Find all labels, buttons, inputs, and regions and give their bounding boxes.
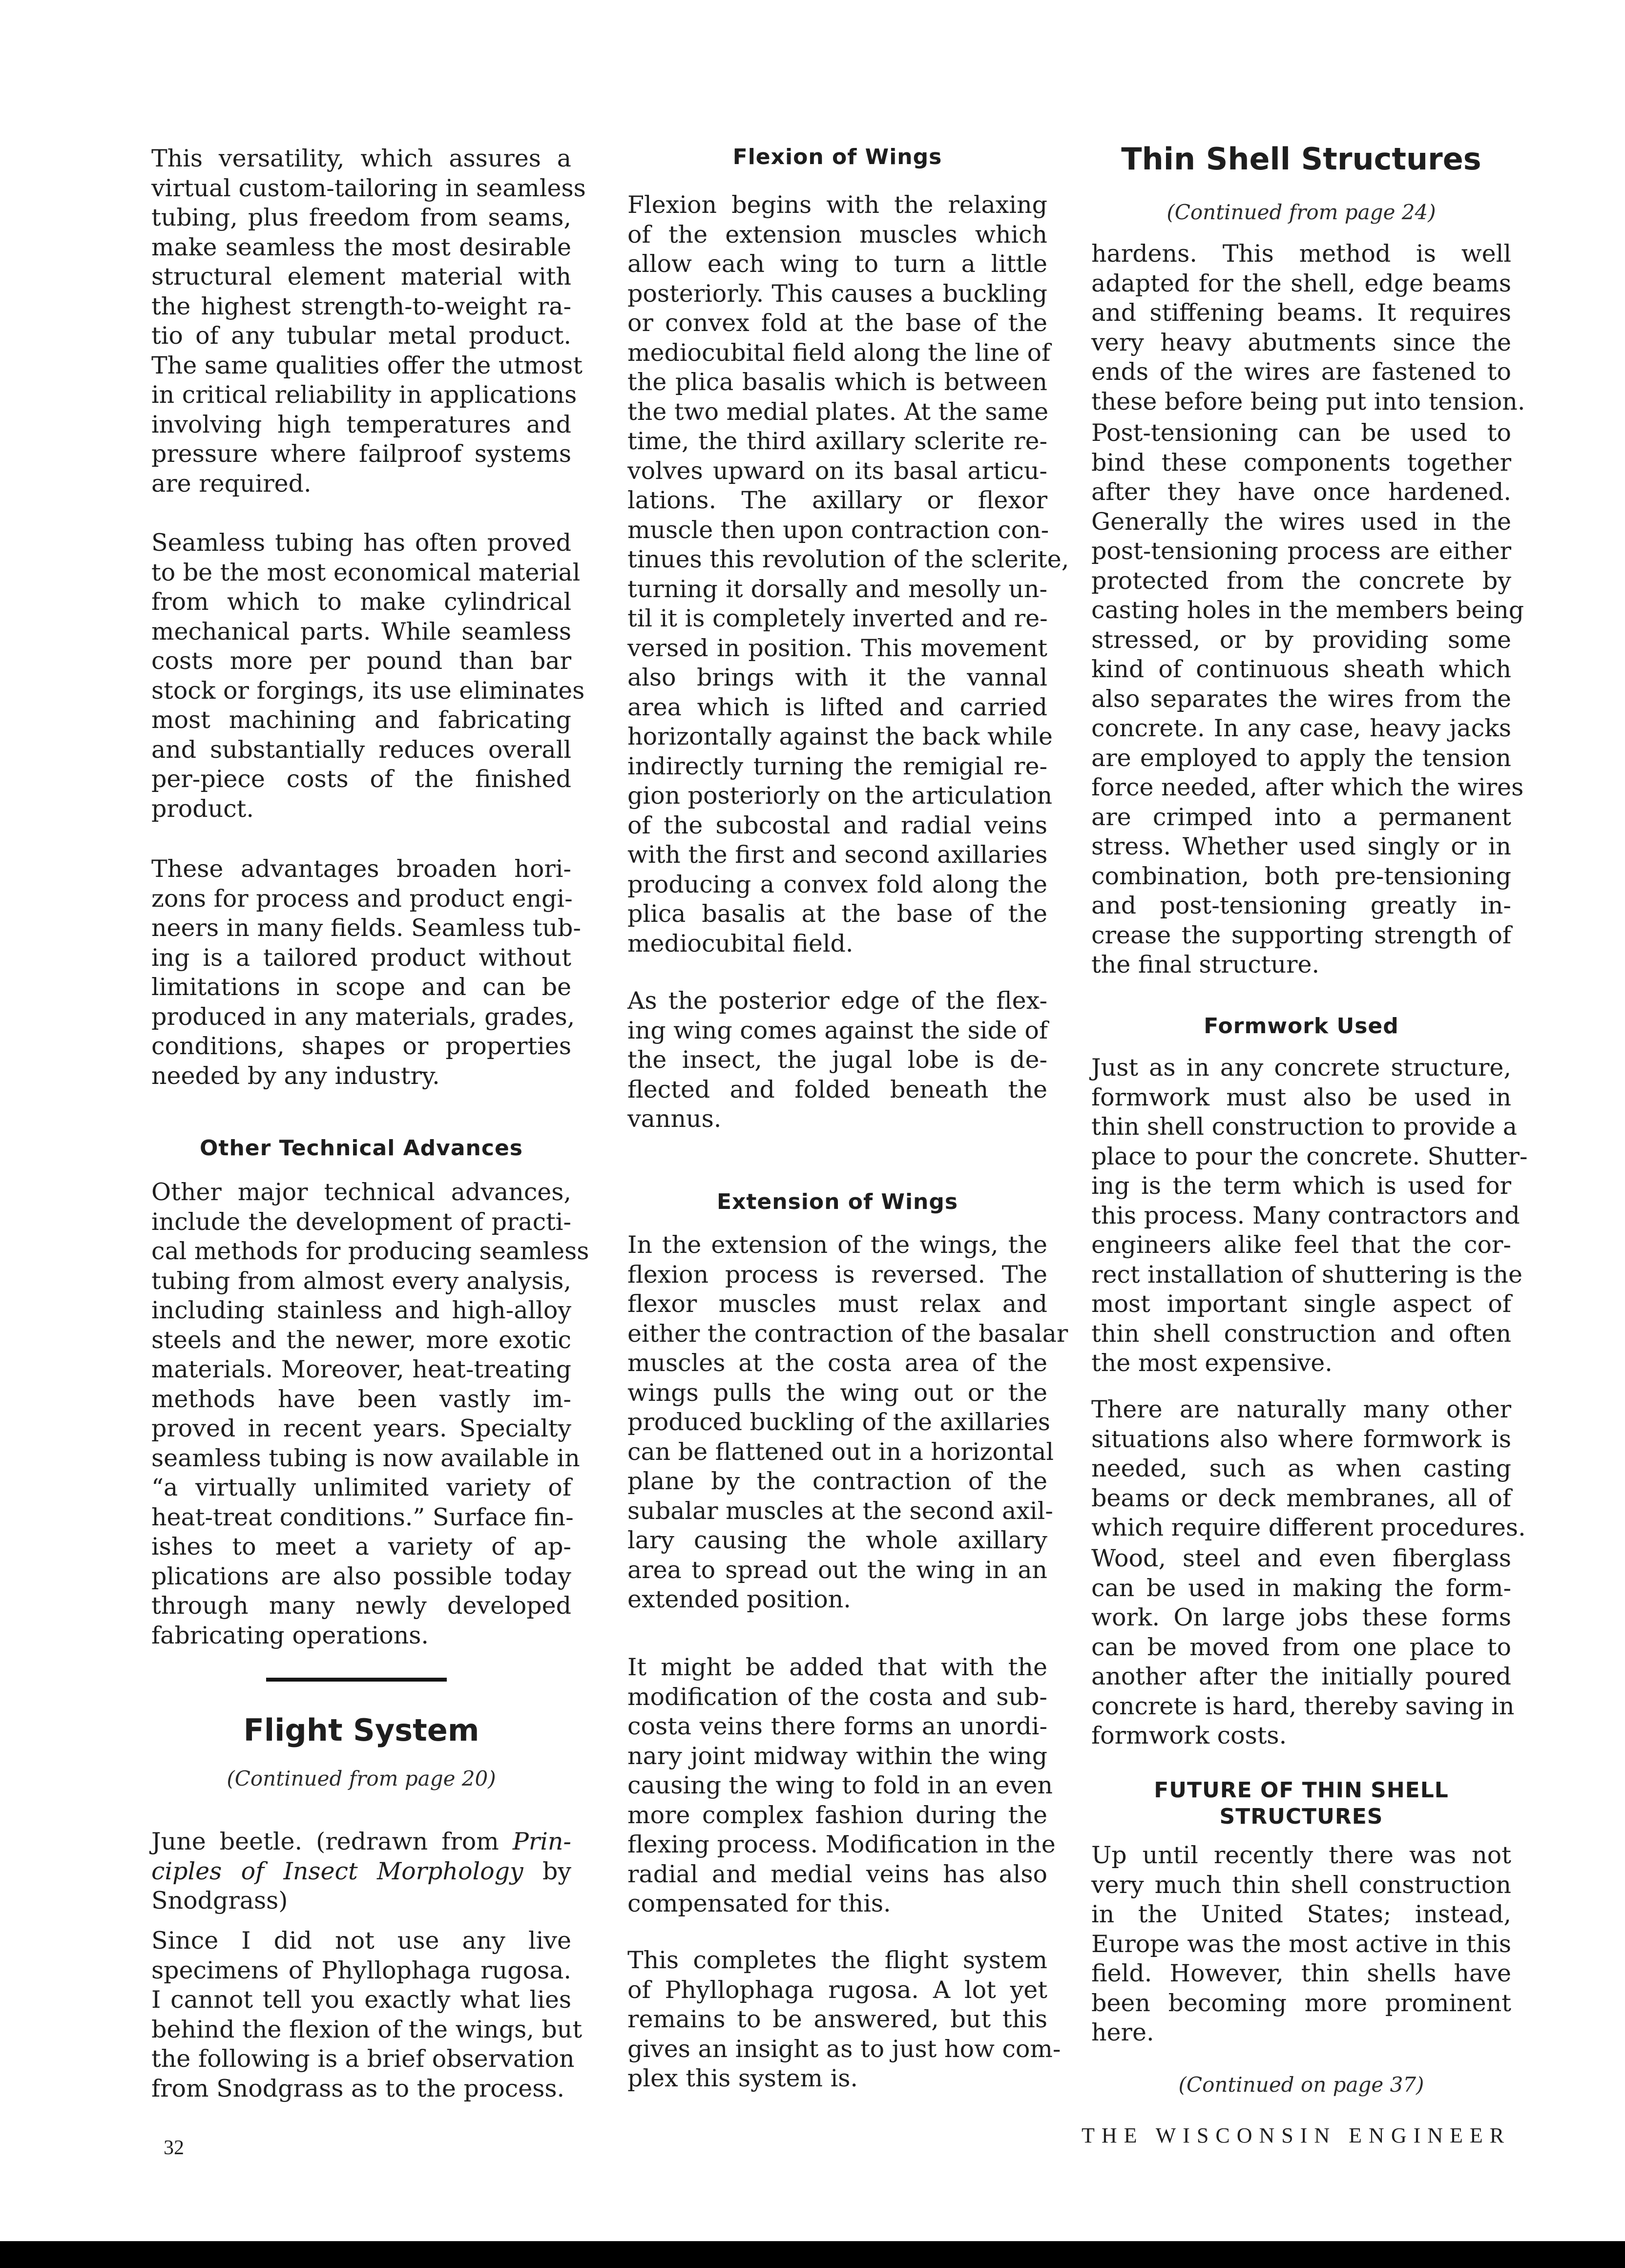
text-line: can be used in making the form- [1091, 1574, 1511, 1602]
text-line: with the first and second axillaries [627, 841, 1048, 869]
text-line: force needed, after which the wires [1091, 773, 1524, 801]
text-line: flected and folded beneath the [627, 1075, 1047, 1103]
heading-thin-shell-structures: Thin Shell Structures [1121, 141, 1481, 177]
text-line: the most expensive. [1091, 1349, 1333, 1377]
text-line: been becoming more prominent [1091, 1989, 1511, 2017]
col1-paragraph-4 [151, 1178, 589, 1650]
text-line: beams or deck membranes, all of [1091, 1484, 1511, 1512]
text-line: of the subcostal and radial veins [627, 811, 1047, 839]
text-line: ing is a tailored product without [151, 943, 571, 972]
text-line: in the United States; instead, [1091, 1900, 1511, 1928]
heading-flexion-of-wings: Flexion of Wings [732, 145, 942, 169]
text-line: area to spread out the wing in an [627, 1556, 1047, 1584]
text-line: There are naturally many other [1091, 1395, 1511, 1423]
text-line: and stiffening beams. It requires [1091, 299, 1511, 327]
thin-shell-continued-on: (Continued on page 37) [1178, 2073, 1424, 2097]
text-line: plane by the contraction of the [627, 1467, 1047, 1495]
text-line: lary causing the whole axillary [627, 1526, 1047, 1554]
text-line: most important single aspect of [1091, 1290, 1511, 1318]
text-line: the highest strength-to-weight ra- [151, 292, 571, 320]
text-line: structural element material with [151, 263, 571, 291]
text-line: ing is the term which is used for [1091, 1172, 1511, 1200]
text-line: are required. [151, 469, 312, 498]
text-line: the two medial plates. At the same [627, 397, 1049, 426]
text-line: the following is a brief observation [151, 2045, 575, 2073]
text-line: specimens of Phyllophaga rugosa. [151, 1956, 571, 1984]
text-line: protected from the concrete by [1091, 566, 1511, 595]
text-line: needed, such as when casting [1091, 1455, 1511, 1482]
text-line: plications are also possible today [151, 1562, 571, 1590]
text-line: radial and medial veins has also [627, 1860, 1047, 1888]
text-line: which require different procedures. [1091, 1514, 1526, 1541]
text-line: here. [1091, 2018, 1154, 2046]
text-line: another after the initially poured [1091, 1663, 1511, 1690]
text-line: seamless tubing is now available in [151, 1444, 580, 1472]
text-line: Generally the wires used in the [1091, 507, 1511, 536]
flight-continued-from: (Continued from page 20) [227, 1767, 496, 1790]
col2-paragraph-4 [627, 1653, 1056, 1919]
text-line: til it is completely inverted and re- [627, 604, 1048, 632]
text-line: muscles at the costa area of the [627, 1349, 1047, 1377]
col3-paragraph-2 [1091, 418, 1524, 980]
heading-formwork-used: Formwork Used [1204, 1014, 1399, 1039]
text-line: rect installation of shuttering is the [1091, 1260, 1523, 1289]
col1-paragraph-5: June beetle. (redrawn from Prin- ciples of Insect Morphology by Snodgrass) [151, 1828, 572, 1914]
text-line: materials. Moreover, heat-treating [151, 1355, 571, 1383]
text-line: Just as in any concrete structure, [1091, 1054, 1511, 1082]
col3-paragraph-4 [1091, 1395, 1526, 1543]
text-line: post-tensioning process are either [1091, 537, 1511, 565]
text-line: also brings with it the vannal [627, 664, 1047, 691]
text-line: product. [151, 794, 254, 823]
text-line: including stainless and high-alloy [151, 1296, 571, 1324]
text-line: As the posterior edge of the flex- [627, 987, 1047, 1015]
text-line: flexor muscles must relax and [627, 1290, 1047, 1318]
text-line: The same qualities offer the utmost [151, 351, 583, 379]
text-line: I cannot tell you exactly what lies [151, 1986, 571, 2014]
text-line: of Phyllophaga rugosa. A lot yet [627, 1976, 1047, 2004]
text-line: heat-treat conditions.” Surface fin- [151, 1503, 574, 1531]
text-line: this process. Many contractors and [1091, 1201, 1520, 1229]
text-line: Other major technical advances, [151, 1178, 571, 1206]
text-line: proved in recent years. Specialty [151, 1415, 571, 1442]
text-line: These advantages broaden hori- [151, 855, 571, 883]
magazine-footer-title: THE WISCONSIN ENGINEER [1082, 2123, 1511, 2147]
col3-paragraph-1 [1091, 239, 1525, 416]
text-line: also separates the wires from the [1091, 685, 1511, 713]
text-line: volves upward on its basal articu- [627, 457, 1047, 485]
text-line: horizontally against the back while [627, 723, 1053, 750]
text-line: “a virtually unlimited variety of [151, 1474, 571, 1501]
col2-paragraph-5 [627, 1946, 1061, 2094]
text-line: mediocubital field. [627, 929, 854, 957]
text-line: costa veins there forms an unordi- [627, 1712, 1047, 1740]
text-line: from Snodgrass as to the process. [151, 2074, 565, 2102]
text-line: It might be added that with the [627, 1653, 1047, 1681]
text-line: include the development of practi- [151, 1207, 571, 1236]
text-line: stock or forgings, its use eliminates [151, 676, 585, 705]
text-line: modification of the costa and sub- [627, 1683, 1047, 1711]
text-line: per-piece costs of the finished [151, 765, 571, 793]
text-line: produced buckling of the axillaries [627, 1408, 1050, 1436]
heading-other-technical-advances: Other Technical Advances [200, 1136, 523, 1161]
text-line: time, the third axillary sclerite re- [627, 427, 1047, 455]
text-line: and substantially reduces overall [151, 735, 571, 764]
text-line: of the extension muscles which [627, 220, 1047, 249]
heading-future-thin-shell [1091, 1777, 1511, 1830]
text-line: mechanical parts. While seamless [151, 617, 571, 645]
text-line: combination, both pre-tensioning [1091, 862, 1511, 890]
text-line: behind the flexion of the wings, but [151, 2015, 583, 2043]
col2-paragraph-3 [627, 1230, 1068, 1615]
text-line: tubing, plus freedom from seams, [151, 204, 571, 231]
text-line: are crimped into a permanent [1091, 803, 1511, 831]
text-line: thin shell construction to provide a [1091, 1113, 1517, 1141]
text-line: hardens. This method is well [1091, 240, 1511, 268]
text-line: thin shell construction and often [1091, 1319, 1511, 1348]
text-line: wings pulls the wing out or the [627, 1378, 1047, 1407]
text-line: tubing from almost every analysis, [151, 1267, 571, 1295]
text-line: Since I did not use any live [151, 1927, 571, 1955]
heading-extension-of-wings: Extension of Wings [716, 1189, 958, 1214]
text-line: ends of the wires are fastened to [1091, 358, 1511, 386]
text-line: flexing process. Modification in the [627, 1831, 1056, 1858]
col3-paragraph-6 [1091, 1841, 1511, 2048]
scan-bottom-edge [0, 2241, 1625, 2268]
text-line: conditions, shapes or properties [151, 1032, 571, 1060]
text-line: more complex fashion during the [627, 1801, 1047, 1829]
text-line: Flexion begins with the relaxing [627, 191, 1047, 219]
text-line: after they have once hardened. [1091, 478, 1511, 506]
text-line: indirectly turning the remigial re- [627, 752, 1047, 780]
text-line: the plica basalis which is between [627, 368, 1047, 396]
text-line: costs more per pound than bar [151, 647, 571, 675]
text-line: neers in many fields. Seamless tub- [151, 914, 581, 942]
text-line: tio of any tubular metal product. [151, 322, 571, 350]
col2-paragraph-1 [627, 190, 1069, 958]
text-line: ing wing comes against the side of [627, 1016, 1048, 1044]
text-line: formwork must also be used in [1091, 1083, 1511, 1111]
text-line: muscle then upon contraction con- [627, 516, 1049, 544]
text-line: needed by any industry. [151, 1061, 440, 1090]
text-line: and post-tensioning greatly in- [1091, 892, 1511, 919]
text-line: either the contraction of the basalar [627, 1319, 1068, 1348]
text-line: casting holes in the members being [1091, 596, 1524, 624]
text-line: work. On large jobs these forms [1091, 1603, 1511, 1631]
text-line: concrete. In any case, heavy jacks [1091, 714, 1511, 742]
text-line: ishes to meet a variety of ap- [151, 1533, 571, 1561]
text-line: crease the supporting strength of [1091, 921, 1511, 949]
text-line: steels and the newer, more exotic [151, 1326, 571, 1354]
text-line: make seamless the most desirable [151, 233, 571, 261]
text-line: place to pour the concrete. Shutter- [1091, 1142, 1528, 1170]
text-line: pressure where failproof systems [151, 440, 571, 468]
section-divider-rule [266, 1678, 447, 1682]
text-line: Up until recently there was not [1091, 1841, 1511, 1869]
text-line: zons for process and product engi- [151, 884, 573, 913]
text-line: subalar muscles at the second axil- [627, 1497, 1053, 1525]
text-line: field. However, thin shells have [1091, 1959, 1511, 1987]
text-line: kind of continuous sheath which [1091, 655, 1511, 683]
text-line: or convex fold at the base of the [627, 309, 1047, 337]
text-line: nary joint midway within the wing [627, 1742, 1047, 1770]
text-line: Wood, steel and even fiberglass [1091, 1544, 1511, 1572]
col1-paragraph-1 [151, 144, 586, 499]
text-line: stressed, or by providing some [1091, 625, 1511, 654]
text-line: through many newly developed [151, 1592, 571, 1620]
text-line: posteriorly. This causes a buckling [627, 279, 1047, 308]
text-line: most machining and fabricating [151, 706, 571, 734]
text-line: versed in position. This movement [627, 634, 1047, 662]
text-line: producing a convex fold along the [627, 870, 1047, 898]
text-line: vannus. [627, 1105, 722, 1133]
text-line: fabricating operations. [151, 1621, 429, 1649]
text-line: lations. The axillary or flexor [627, 486, 1047, 514]
text-line: Seamless tubing has often proved [151, 529, 571, 557]
text-line: are employed to apply the tension [1091, 744, 1511, 772]
text-line: very heavy abutments since the [1091, 328, 1511, 356]
text-line: produced in any materials, grades, [151, 1002, 575, 1031]
text-line: can be moved from one place to [1091, 1633, 1511, 1661]
text-line: gion posteriorly on the articulation [627, 782, 1053, 810]
text-line: extended position. [627, 1585, 851, 1613]
text-line: can be flattened out in a horizontal [627, 1437, 1054, 1466]
page-number: 32 [164, 2137, 184, 2159]
col1-paragraph-6 [151, 1926, 583, 2103]
text-line: adapted for the shell, edge beams [1091, 269, 1511, 297]
text-line: causing the wing to fold in an even [627, 1771, 1053, 1799]
text-line: area which is lifted and carried [627, 693, 1047, 721]
text-line: tinues this revolution of the sclerite, [627, 545, 1069, 573]
text-line: from which to make cylindrical [151, 588, 571, 616]
col1-paragraph-3 [151, 854, 581, 1091]
text-line: the final structure. [1091, 951, 1320, 978]
text-line: mediocubital field along the line of [627, 338, 1051, 367]
text-line: concrete is hard, thereby saving in [1091, 1692, 1515, 1720]
text-line: these before being put into tension. [1091, 387, 1525, 416]
text-line: very much thin shell construction [1091, 1871, 1511, 1899]
col3-paragraph-5 [1091, 1544, 1515, 1751]
text-line: in critical reliability in applications [151, 381, 577, 409]
text-line: flexion process is reversed. The [627, 1260, 1047, 1289]
text-line: bind these components together [1091, 448, 1511, 477]
text-line: This versatility, which assures a [151, 145, 571, 172]
text-line: methods have been vastly im- [151, 1385, 571, 1413]
text-line: engineers alike feel that the cor- [1091, 1231, 1511, 1259]
text-line: limitations in scope and can be [151, 973, 571, 1001]
text-line: to be the most economical material [151, 558, 581, 586]
text-line: This completes the flight system [627, 1946, 1047, 1974]
text-line: involving high temperatures and [151, 410, 571, 438]
text-line: gives an insight as to just how com- [627, 2035, 1061, 2063]
col1-paragraph-2 [151, 528, 585, 824]
text-line: situations also where formwork is [1091, 1425, 1511, 1453]
text-line: formwork costs. [1091, 1722, 1287, 1749]
col2-paragraph-2 [627, 986, 1047, 1134]
text-line: plica basalis at the base of the [627, 900, 1047, 928]
text-line: compensated for this. [627, 1890, 891, 1917]
text-line: virtual custom-tailoring in seamless [151, 174, 586, 202]
text-line: Post-tensioning can be used to [1091, 419, 1511, 447]
col3-paragraph-3 [1091, 1053, 1528, 1378]
text-line: cal methods for producing seamless [151, 1237, 589, 1265]
text-line: plex this system is. [627, 2064, 858, 2092]
thin-shell-continued-from: (Continued from page 24) [1167, 200, 1436, 224]
text-line: stress. Whether used singly or in [1091, 832, 1511, 860]
text-line: In the extension of the wings, the [627, 1231, 1047, 1259]
text-line: remains to be answered, but this [627, 2005, 1047, 2033]
text-line: turning it dorsally and mesolly un- [627, 575, 1047, 603]
text-line: the insect, the jugal lobe is de- [627, 1046, 1047, 1074]
heading-future-line-1: FUTURE OF THIN SHELL [1154, 1778, 1449, 1803]
text-line: Europe was the most active in this [1091, 1930, 1511, 1958]
text-line: allow each wing to turn a little [627, 250, 1047, 278]
heading-future-line-2: STRUCTURES [1219, 1804, 1383, 1829]
heading-flight-system: Flight System [243, 1712, 479, 1748]
